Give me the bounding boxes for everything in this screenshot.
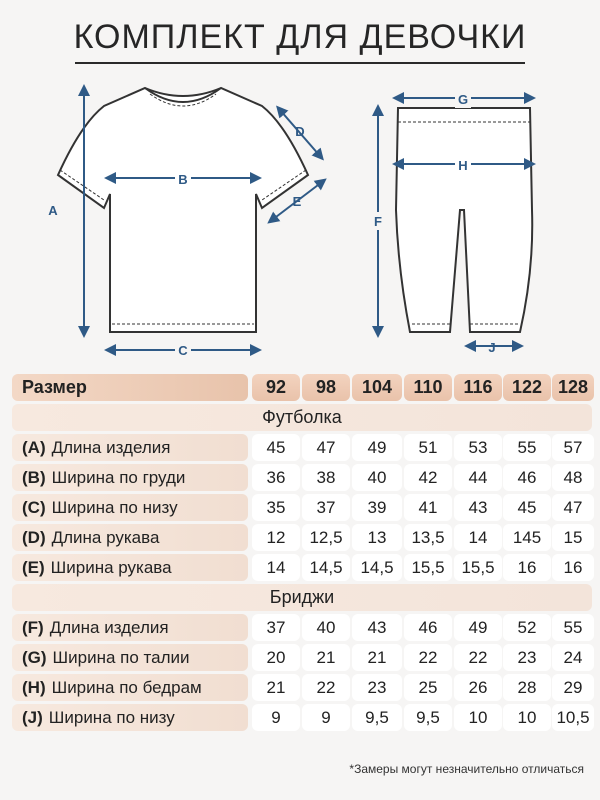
garment-diagram	[0, 70, 600, 370]
table-row	[12, 494, 592, 524]
value-cell: 22	[454, 644, 502, 671]
value-cell: 44	[454, 464, 502, 491]
value-cell: 28	[503, 674, 551, 701]
row-label-text: Длина изделия	[49, 617, 169, 637]
row-label	[12, 614, 248, 641]
page-title: КОМПЛЕКТ ДЛЯ ДЕВОЧКИ	[73, 18, 527, 56]
value-cell: 22	[302, 674, 350, 701]
label-b: B	[178, 172, 188, 187]
value-cell: 145	[503, 524, 551, 551]
value-cell: 46	[503, 464, 551, 491]
table-row	[12, 704, 592, 734]
value-cell: 57	[552, 434, 594, 461]
value-cell: 42	[404, 464, 452, 491]
value-cell: 10,5	[552, 704, 594, 731]
row-code: (H)	[22, 677, 46, 697]
value-cell: 13,5	[404, 524, 452, 551]
label-j: J	[488, 340, 496, 355]
value-cell: 16	[503, 554, 551, 581]
table-row	[12, 554, 592, 584]
row-label	[12, 554, 248, 581]
value-cell: 14	[454, 524, 502, 551]
row-code: (A)	[22, 437, 46, 457]
value-cell: 55	[552, 614, 594, 641]
value-cell: 36	[252, 464, 300, 491]
size-98: 98	[302, 374, 350, 401]
row-label-text: Длина изделия	[51, 437, 171, 457]
size-table	[12, 374, 592, 734]
size-110: 110	[404, 374, 452, 401]
value-cell: 15	[552, 524, 594, 551]
size-128: 128	[552, 374, 594, 401]
value-cell: 21	[252, 674, 300, 701]
label-h: H	[458, 158, 468, 173]
value-cell: 26	[454, 674, 502, 701]
value-cell: 47	[552, 494, 594, 521]
label-e: E	[292, 194, 302, 209]
value-cell: 21	[302, 644, 350, 671]
value-cell: 38	[302, 464, 350, 491]
value-cell: 40	[302, 614, 350, 641]
value-cell: 10	[503, 704, 551, 731]
row-label	[12, 644, 248, 671]
value-cell: 43	[352, 614, 402, 641]
value-cell: 13	[352, 524, 402, 551]
value-cell: 14,5	[352, 554, 402, 581]
row-code: (F)	[22, 617, 44, 637]
row-label	[12, 494, 248, 521]
breeches-drawing	[396, 108, 532, 332]
value-cell: 46	[404, 614, 452, 641]
value-cell: 37	[252, 614, 300, 641]
value-cell: 45	[503, 494, 551, 521]
value-cell: 22	[404, 644, 452, 671]
label-c: C	[178, 343, 188, 358]
row-label-text: Длина рукава	[51, 527, 160, 547]
tshirt-drawing	[58, 88, 308, 332]
row-label-text: Ширина по низу	[48, 707, 175, 727]
row-code: (B)	[22, 467, 46, 487]
value-cell: 23	[503, 644, 551, 671]
value-cell: 15,5	[454, 554, 502, 581]
value-cell: 45	[252, 434, 300, 461]
value-cell: 35	[252, 494, 300, 521]
table-header-row	[12, 374, 592, 404]
value-cell: 9,5	[352, 704, 402, 731]
value-cell: 12,5	[302, 524, 350, 551]
section-row-breeches	[12, 584, 592, 614]
value-cell: 51	[404, 434, 452, 461]
value-cell: 48	[552, 464, 594, 491]
value-cell: 49	[454, 614, 502, 641]
value-cell: 37	[302, 494, 350, 521]
disclaimer-note: *Замеры могут незначительно отличаться	[349, 762, 584, 776]
row-label	[12, 434, 248, 461]
value-cell: 20	[252, 644, 300, 671]
row-code: (E)	[22, 557, 45, 577]
value-cell: 10	[454, 704, 502, 731]
table-row	[12, 464, 592, 494]
row-label-text: Ширина по груди	[51, 467, 186, 487]
header-label: Размер	[12, 374, 248, 401]
size-116: 116	[454, 374, 502, 401]
value-cell: 16	[552, 554, 594, 581]
value-cell: 9,5	[404, 704, 452, 731]
value-cell: 23	[352, 674, 402, 701]
value-cell: 15,5	[404, 554, 452, 581]
row-label	[12, 524, 248, 551]
value-cell: 40	[352, 464, 402, 491]
value-cell: 14	[252, 554, 300, 581]
value-cell: 39	[352, 494, 402, 521]
row-code: (J)	[22, 707, 43, 727]
table-row	[12, 674, 592, 704]
value-cell: 14,5	[302, 554, 350, 581]
row-code: (D)	[22, 527, 46, 547]
row-code: (C)	[22, 497, 46, 517]
section-title: Футболка	[12, 404, 592, 431]
label-g: G	[457, 92, 469, 107]
value-cell: 21	[352, 644, 402, 671]
row-label	[12, 464, 248, 491]
size-92: 92	[252, 374, 300, 401]
row-label-text: Ширина по низу	[51, 497, 178, 517]
size-122: 122	[503, 374, 551, 401]
row-label	[12, 674, 248, 701]
value-cell: 41	[404, 494, 452, 521]
section-row-tshirt	[12, 404, 592, 434]
section-title: Бриджи	[12, 584, 592, 611]
value-cell: 9	[302, 704, 350, 731]
row-label-text: Ширина по бедрам	[51, 677, 202, 697]
value-cell: 52	[503, 614, 551, 641]
row-label-text: Ширина рукава	[50, 557, 172, 577]
value-cell: 55	[503, 434, 551, 461]
value-cell: 12	[252, 524, 300, 551]
value-cell: 43	[454, 494, 502, 521]
table-row	[12, 644, 592, 674]
value-cell: 24	[552, 644, 594, 671]
value-cell: 9	[252, 704, 300, 731]
value-cell: 29	[552, 674, 594, 701]
table-row	[12, 434, 592, 464]
value-cell: 49	[352, 434, 402, 461]
size-104: 104	[352, 374, 402, 401]
value-cell: 25	[404, 674, 452, 701]
value-cell: 47	[302, 434, 350, 461]
row-label-text: Ширина по талии	[52, 647, 190, 667]
value-cell: 53	[454, 434, 502, 461]
label-d: D	[295, 124, 305, 139]
label-f: F	[374, 214, 382, 229]
table-row	[12, 614, 592, 644]
row-code: (G)	[22, 647, 47, 667]
label-a: A	[48, 203, 58, 218]
row-label	[12, 704, 248, 731]
table-row	[12, 524, 592, 554]
title-underline	[75, 62, 525, 64]
